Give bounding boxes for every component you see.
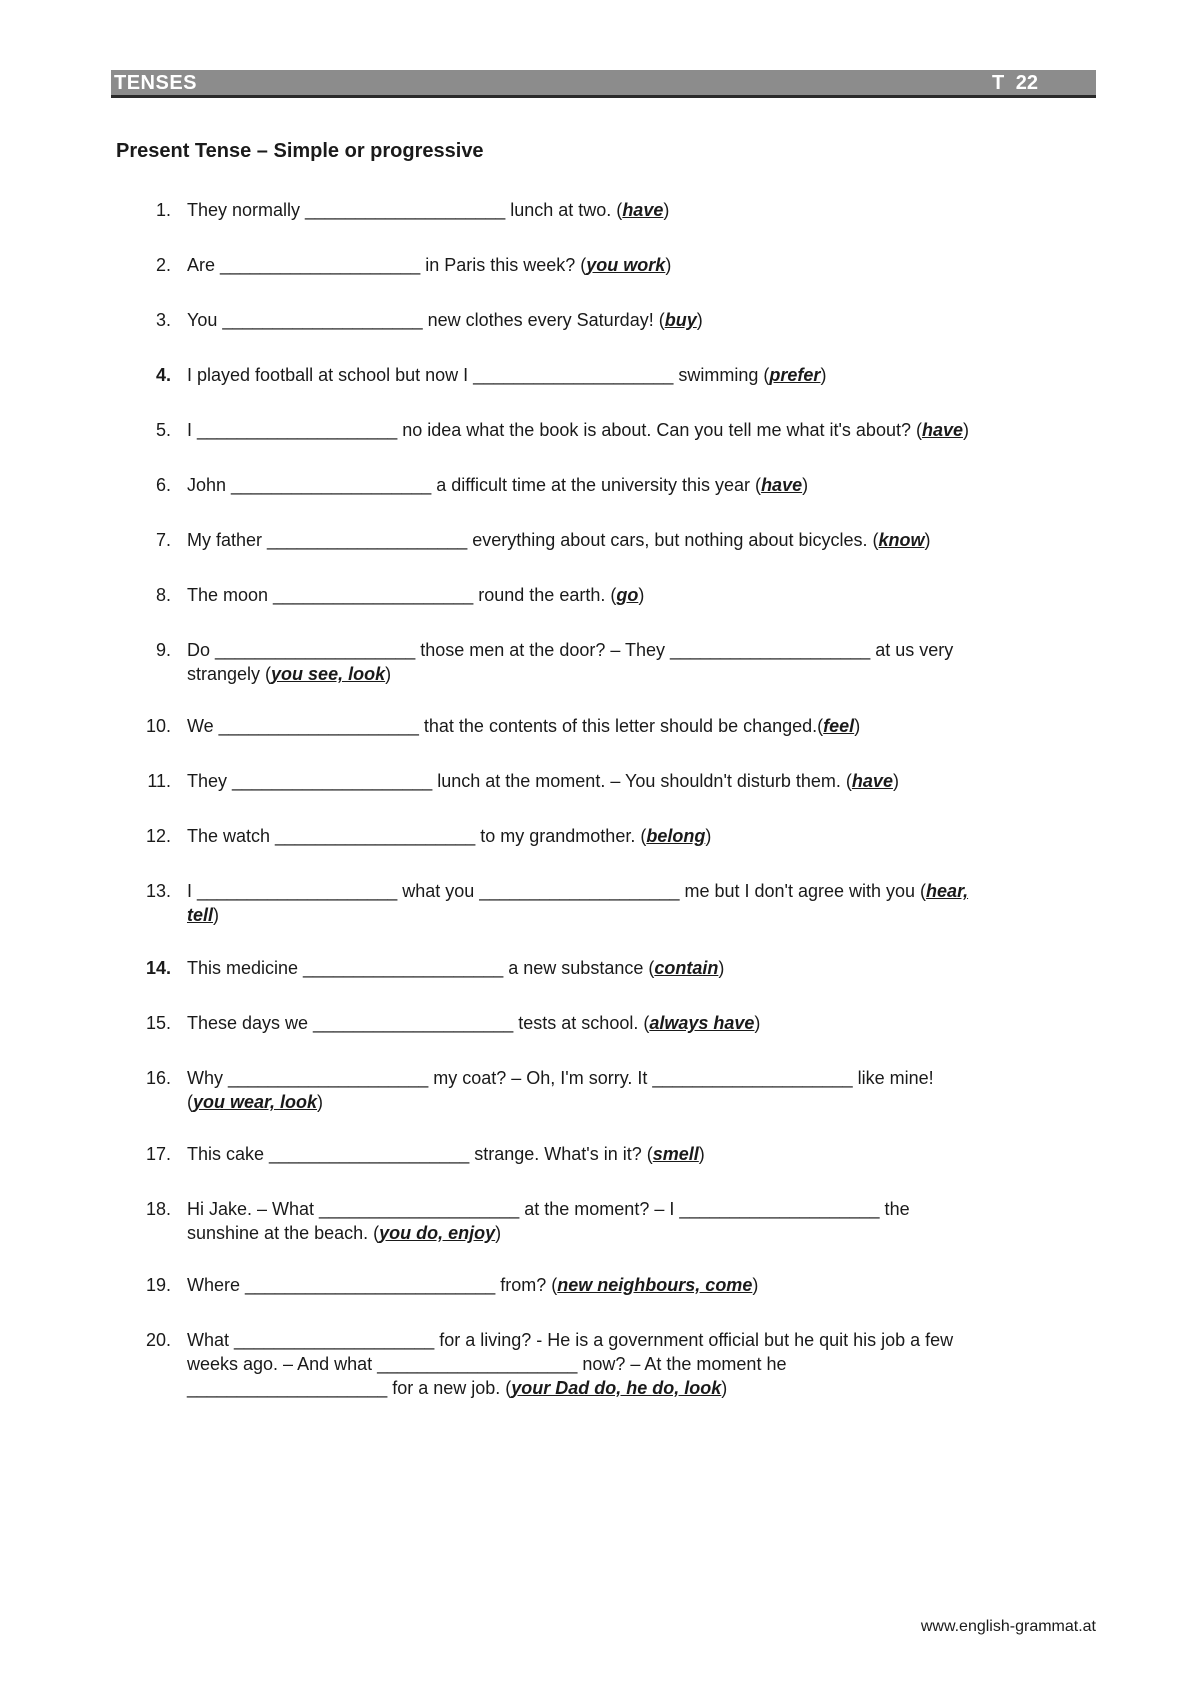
exercise-text bbox=[187, 473, 1102, 497]
exercise-text-segment: ) bbox=[317, 1092, 324, 1112]
exercise-text bbox=[187, 583, 1102, 607]
exercise-number: 12. bbox=[145, 826, 171, 846]
exercise-line bbox=[187, 473, 1102, 497]
exercise-text-segment: ) bbox=[213, 905, 220, 925]
exercise-line bbox=[187, 714, 1102, 738]
exercise-text-segment: What ____________________ for a living? - He is a government official but he quit his job a few bbox=[187, 1330, 954, 1350]
exercise-number: 15. bbox=[145, 1013, 171, 1033]
exercise-text-segment: ) bbox=[892, 771, 899, 791]
exercise-line bbox=[187, 1066, 1102, 1090]
exercise-line bbox=[187, 308, 1102, 332]
exercise-line bbox=[187, 198, 1102, 222]
exercise-text-segment: ) bbox=[698, 1144, 705, 1164]
verb-hint: have bbox=[851, 771, 893, 791]
exercise-text-segment: Why ____________________ my coat? – Oh, I'm sorry. It ____________________ like mine! bbox=[187, 1068, 934, 1088]
exercise-line bbox=[187, 583, 1102, 607]
exercise-text bbox=[187, 1328, 1102, 1400]
verb-hint: hear, bbox=[926, 881, 969, 901]
exercise-text bbox=[187, 714, 1102, 738]
exercise-text-segment: This cake ____________________ strange. What's in it? ( bbox=[187, 1144, 653, 1164]
exercise-text bbox=[187, 308, 1102, 332]
exercise-text bbox=[187, 956, 1102, 980]
exercise-number: 10. bbox=[145, 716, 171, 736]
exercise-text-segment: Hi Jake. – What ____________________ at the moment? – I ____________________ the bbox=[187, 1199, 910, 1219]
verb-hint: you do, enjoy bbox=[379, 1223, 496, 1243]
exercise-text-segment: Are ____________________ in Paris this week? ( bbox=[187, 255, 587, 275]
verb-hint: you see, look bbox=[271, 664, 386, 684]
exercise-text-segment: ) bbox=[924, 530, 931, 550]
exercise-text-segment: They ____________________ lunch at the moment. – You shouldn't disturb them. ( bbox=[187, 771, 852, 791]
exercise-line bbox=[187, 1273, 1102, 1297]
exercise-number: 1. bbox=[155, 200, 171, 220]
exercise-text-segment: Where _________________________ from? ( bbox=[187, 1275, 558, 1295]
exercise-text bbox=[187, 638, 1102, 686]
verb-hint: smell bbox=[652, 1144, 699, 1164]
exercise-text bbox=[187, 1273, 1102, 1297]
verb-hint: tell bbox=[187, 905, 214, 925]
exercise-line bbox=[187, 956, 1102, 980]
exercise-line bbox=[187, 528, 1102, 552]
exercise-text bbox=[187, 1066, 1102, 1114]
exercise-text-segment: This medicine ____________________ a new substance ( bbox=[187, 958, 655, 978]
verb-hint: have bbox=[761, 475, 803, 495]
exercise-text-segment: ) bbox=[963, 420, 969, 440]
verb-hint: contain bbox=[654, 958, 719, 978]
exercise-text-segment: We ____________________ that the contents of this letter should be changed.( bbox=[187, 716, 824, 736]
exercise-line bbox=[187, 1197, 1102, 1221]
exercise-text-segment: strangely ( bbox=[187, 664, 272, 684]
page-title: Present Tense – Simple or progressive bbox=[116, 140, 484, 162]
verb-hint: you wear, look bbox=[193, 1092, 318, 1112]
exercise-text-segment: ) bbox=[705, 826, 712, 846]
exercise-text-segment: ) bbox=[696, 310, 703, 330]
verb-hint: feel bbox=[823, 716, 855, 736]
exercise-number: 2. bbox=[155, 255, 171, 275]
exercise-line bbox=[187, 1352, 1102, 1376]
exercise-text-segment: John ____________________ a difficult time at the university this year ( bbox=[187, 475, 762, 495]
exercise-line bbox=[187, 638, 1102, 662]
verb-hint: new neighbours, come bbox=[557, 1275, 753, 1295]
exercise-line bbox=[187, 1090, 1102, 1114]
verb-hint: always have bbox=[649, 1013, 755, 1033]
exercise-text-segment: I ____________________ what you ____________________ me but I don't agree with you ( bbox=[187, 881, 927, 901]
exercise-text-segment: ) bbox=[385, 664, 392, 684]
exercise-number: 20. bbox=[145, 1330, 171, 1350]
exercise-line bbox=[187, 1328, 1102, 1352]
exercise-line bbox=[187, 1376, 1102, 1400]
exercise-text bbox=[187, 824, 1102, 848]
exercise-text-segment: ) bbox=[820, 365, 827, 385]
exercise-line bbox=[187, 1011, 1102, 1035]
verb-hint: belong bbox=[646, 826, 706, 846]
verb-hint: your Dad do, he do, look bbox=[511, 1378, 722, 1398]
exercise-number: 9. bbox=[155, 640, 171, 660]
exercise-number: 16. bbox=[145, 1068, 171, 1088]
exercise-text-segment: ____________________ for a new job. ( bbox=[187, 1378, 512, 1398]
exercise-line bbox=[187, 769, 1102, 793]
exercise-text-segment: weeks ago. – And what ____________________ now? – At the moment he bbox=[187, 1354, 787, 1374]
verb-hint: go bbox=[616, 585, 639, 605]
exercise-number: 17. bbox=[145, 1144, 171, 1164]
exercise-text-segment: The moon ____________________ round the earth. ( bbox=[187, 585, 617, 605]
exercise-text-segment: I ____________________ no idea what the book is about. Can you tell me what it's about? ( bbox=[187, 420, 922, 440]
exercise-text-segment: ) bbox=[718, 958, 725, 978]
exercise-number: 14. bbox=[145, 958, 171, 978]
exercise-line bbox=[187, 879, 1102, 903]
exercise-text-segment: ( bbox=[187, 1092, 193, 1112]
exercise-text-segment: ) bbox=[802, 475, 809, 495]
exercise-text-segment: ) bbox=[754, 1013, 761, 1033]
exercise-text-segment: sunshine at the beach. ( bbox=[187, 1223, 380, 1243]
exercise-text-segment: ) bbox=[663, 200, 670, 220]
verb-hint: buy bbox=[664, 310, 697, 330]
exercise-number: 5. bbox=[155, 420, 171, 440]
exercise-text bbox=[187, 879, 1102, 927]
exercise-text-segment: My father ____________________ everything about cars, but nothing about bicycles. ( bbox=[187, 530, 879, 550]
exercise-text-segment: ) bbox=[752, 1275, 759, 1295]
exercise-text-segment: These days we ____________________ tests at school. ( bbox=[187, 1013, 650, 1033]
exercise-text-segment: The watch ____________________ to my grandmother. ( bbox=[187, 826, 647, 846]
exercise-text bbox=[187, 1142, 1102, 1166]
exercise-line bbox=[187, 903, 1102, 927]
exercise-line bbox=[187, 418, 1102, 442]
exercise-line bbox=[187, 1221, 1102, 1245]
exercise-text bbox=[187, 1011, 1102, 1035]
exercise-text bbox=[187, 769, 1102, 793]
exercise-number: 19. bbox=[145, 1275, 171, 1295]
exercise-text-segment: ) bbox=[638, 585, 645, 605]
exercise-text bbox=[187, 363, 1102, 387]
verb-hint: prefer bbox=[769, 365, 821, 385]
verb-hint: you work bbox=[586, 255, 666, 275]
exercise-text-segment: They normally ____________________ lunch at two. ( bbox=[187, 200, 623, 220]
exercise-number: 8. bbox=[155, 585, 171, 605]
exercise-text bbox=[187, 1197, 1102, 1245]
exercise-line bbox=[187, 363, 1102, 387]
exercise-text bbox=[187, 418, 1102, 442]
exercise-line bbox=[187, 824, 1102, 848]
exercise-number: 11. bbox=[147, 771, 171, 791]
exercise-text-segment: ) bbox=[495, 1223, 502, 1243]
exercise-text bbox=[187, 253, 1102, 277]
exercise-number: 7. bbox=[155, 530, 171, 550]
exercise-number: 3. bbox=[155, 310, 171, 330]
header-section-label: TENSES bbox=[114, 72, 198, 94]
exercise-line bbox=[187, 662, 1102, 686]
exercise-text-segment: You ____________________ new clothes every Saturday! ( bbox=[187, 310, 665, 330]
exercise-number: 13. bbox=[145, 881, 171, 901]
exercise-number: 18. bbox=[145, 1199, 171, 1219]
exercise-text-segment: ) bbox=[665, 255, 672, 275]
exercise-text bbox=[187, 198, 1102, 222]
header-bar bbox=[111, 70, 1096, 98]
exercise-text-segment: ) bbox=[854, 716, 861, 736]
exercise-number: 4. bbox=[155, 365, 171, 385]
exercise-text bbox=[187, 528, 1102, 552]
exercise-text-segment: ) bbox=[721, 1378, 728, 1398]
verb-hint: have bbox=[622, 200, 664, 220]
exercise-number: 6. bbox=[155, 475, 171, 495]
exercise-line bbox=[187, 253, 1102, 277]
verb-hint: have bbox=[921, 420, 963, 440]
exercise-line bbox=[187, 1142, 1102, 1166]
verb-hint: know bbox=[878, 530, 925, 550]
exercise-text-segment: Do ____________________ those men at the door? – They ____________________ at us very bbox=[187, 640, 954, 660]
exercise-text-segment: I played football at school but now I ____________________ swimming ( bbox=[187, 365, 770, 385]
footer-website: www.english-grammat.at bbox=[920, 1618, 1096, 1635]
header-sheet-code: T 22 bbox=[991, 72, 1038, 94]
